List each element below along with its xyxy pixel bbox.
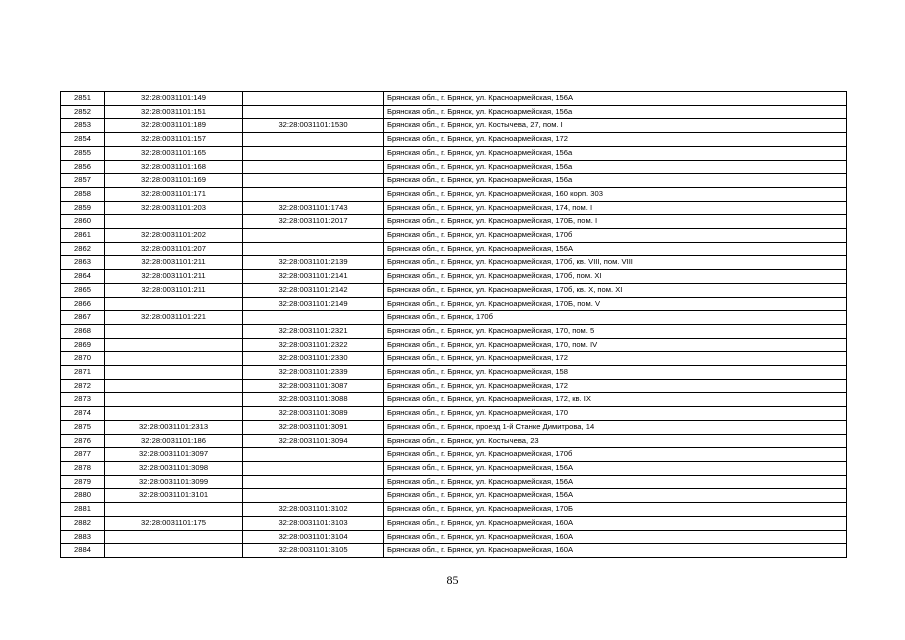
premise-cadastral-number-cell: 32:28:0031101:3105 [243, 544, 384, 558]
premise-cadastral-number-cell: 32:28:0031101:2149 [243, 297, 384, 311]
address-cell: Брянская обл., г. Брянск, ул. Красноармейская, 172 [384, 379, 847, 393]
table-row [61, 92, 847, 106]
table-row [61, 133, 847, 147]
table-row [61, 242, 847, 256]
cadastral-number-cell: 32:28:0031101:149 [105, 92, 243, 106]
row-number-cell: 2874 [61, 407, 105, 421]
premise-cadastral-number-cell: 32:28:0031101:3094 [243, 434, 384, 448]
premise-cadastral-number-cell: 32:28:0031101:2322 [243, 338, 384, 352]
table-row [61, 352, 847, 366]
row-number-cell: 2865 [61, 283, 105, 297]
row-number-cell: 2882 [61, 516, 105, 530]
row-number-cell: 2883 [61, 530, 105, 544]
property-register-table [60, 91, 847, 558]
address-cell: Брянская обл., г. Брянск, проезд 1-й Станке Димитрова, 14 [384, 420, 847, 434]
premise-cadastral-number-cell: 32:28:0031101:2142 [243, 283, 384, 297]
address-cell: Брянская обл., г. Брянск, ул. Красноармейская, 170 [384, 407, 847, 421]
address-cell: Брянская обл., г. Брянск, 170б [384, 311, 847, 325]
table-row [61, 187, 847, 201]
row-number-cell: 2873 [61, 393, 105, 407]
table-row [61, 379, 847, 393]
cadastral-number-cell: 32:28:0031101:207 [105, 242, 243, 256]
table-row [61, 201, 847, 215]
row-number-cell: 2857 [61, 174, 105, 188]
address-cell: Брянская обл., г. Брянск, ул. Костычева, 23 [384, 434, 847, 448]
table-row [61, 475, 847, 489]
table-row [61, 407, 847, 421]
address-cell: Брянская обл., г. Брянск, ул. Красноармейская, 170Б [384, 503, 847, 517]
row-number-cell: 2853 [61, 119, 105, 133]
cadastral-number-cell [105, 338, 243, 352]
address-cell: Брянская обл., г. Брянск, ул. Красноармейская, 170б, пом. XI [384, 270, 847, 284]
row-number-cell: 2878 [61, 461, 105, 475]
cadastral-number-cell [105, 393, 243, 407]
cadastral-number-cell: 32:28:0031101:211 [105, 256, 243, 270]
row-number-cell: 2856 [61, 160, 105, 174]
table-row [61, 544, 847, 558]
address-cell: Брянская обл., г. Брянск, ул. Красноармейская, 170б [384, 448, 847, 462]
register-table-body [61, 92, 847, 558]
premise-cadastral-number-cell: 32:28:0031101:2017 [243, 215, 384, 229]
table-row [61, 530, 847, 544]
row-number-cell: 2869 [61, 338, 105, 352]
cadastral-number-cell: 32:28:0031101:3097 [105, 448, 243, 462]
address-cell: Брянская обл., г. Брянск, ул. Красноармейская, 170Б, пом. I [384, 215, 847, 229]
address-cell: Брянская обл., г. Брянск, ул. Красноармейская, 156а [384, 146, 847, 160]
cadastral-number-cell: 32:28:0031101:211 [105, 270, 243, 284]
table-row [61, 174, 847, 188]
premise-cadastral-number-cell [243, 448, 384, 462]
table-row [61, 366, 847, 380]
premise-cadastral-number-cell: 32:28:0031101:3091 [243, 420, 384, 434]
table-row [61, 489, 847, 503]
premise-cadastral-number-cell [243, 187, 384, 201]
address-cell: Брянская обл., г. Брянск, ул. Красноармейская, 170, пом. IV [384, 338, 847, 352]
row-number-cell: 2881 [61, 503, 105, 517]
address-cell: Брянская обл., г. Брянск, ул. Красноармейская, 156А [384, 242, 847, 256]
row-number-cell: 2870 [61, 352, 105, 366]
address-cell: Брянская обл., г. Брянск, ул. Красноармейская, 160А [384, 544, 847, 558]
row-number-cell: 2854 [61, 133, 105, 147]
address-cell: Брянская обл., г. Брянск, ул. Красноармейская, 170б [384, 229, 847, 243]
table-row [61, 256, 847, 270]
address-cell: Брянская обл., г. Брянск, ул. Красноармейская, 172 [384, 133, 847, 147]
premise-cadastral-number-cell: 32:28:0031101:3087 [243, 379, 384, 393]
address-cell: Брянская обл., г. Брянск, ул. Красноармейская, 174, пом. I [384, 201, 847, 215]
table-row [61, 393, 847, 407]
row-number-cell: 2852 [61, 105, 105, 119]
premise-cadastral-number-cell [243, 174, 384, 188]
table-row [61, 105, 847, 119]
table-row [61, 311, 847, 325]
address-cell: Брянская обл., г. Брянск, ул. Красноармейская, 156А [384, 489, 847, 503]
row-number-cell: 2879 [61, 475, 105, 489]
cadastral-number-cell [105, 379, 243, 393]
row-number-cell: 2871 [61, 366, 105, 380]
premise-cadastral-number-cell [243, 311, 384, 325]
address-cell: Брянская обл., г. Брянск, ул. Красноармейская, 160А [384, 530, 847, 544]
cadastral-number-cell [105, 297, 243, 311]
address-cell: Брянская обл., г. Брянск, ул. Красноармейская, 156а [384, 105, 847, 119]
table-row [61, 160, 847, 174]
address-cell: Брянская обл., г. Брянск, ул. Красноармейская, 172 [384, 352, 847, 366]
address-cell: Брянская обл., г. Брянск, ул. Красноармейская, 160 корп. 303 [384, 187, 847, 201]
cadastral-number-cell: 32:28:0031101:168 [105, 160, 243, 174]
cadastral-number-cell [105, 503, 243, 517]
cadastral-number-cell [105, 544, 243, 558]
table-row [61, 516, 847, 530]
address-cell: Брянская обл., г. Брянск, ул. Красноармейская, 156А [384, 461, 847, 475]
premise-cadastral-number-cell: 32:28:0031101:2139 [243, 256, 384, 270]
address-cell: Брянская обл., г. Брянск, ул. Красноармейская, 156а [384, 160, 847, 174]
cadastral-number-cell: 32:28:0031101:3098 [105, 461, 243, 475]
cadastral-number-cell [105, 407, 243, 421]
premise-cadastral-number-cell: 32:28:0031101:3089 [243, 407, 384, 421]
address-cell: Брянская обл., г. Брянск, ул. Красноармейская, 156А [384, 92, 847, 106]
premise-cadastral-number-cell: 32:28:0031101:1743 [243, 201, 384, 215]
cadastral-number-cell: 32:28:0031101:202 [105, 229, 243, 243]
premise-cadastral-number-cell: 32:28:0031101:1530 [243, 119, 384, 133]
premise-cadastral-number-cell: 32:28:0031101:3102 [243, 503, 384, 517]
table-row [61, 270, 847, 284]
row-number-cell: 2876 [61, 434, 105, 448]
cadastral-number-cell: 32:28:0031101:169 [105, 174, 243, 188]
page-number: 85 [446, 573, 459, 587]
cadastral-number-cell: 32:28:0031101:3099 [105, 475, 243, 489]
cadastral-number-cell: 32:28:0031101:189 [105, 119, 243, 133]
row-number-cell: 2864 [61, 270, 105, 284]
address-cell: Брянская обл., г. Брянск, ул. Красноармейская, 172, кв. IX [384, 393, 847, 407]
row-number-cell: 2859 [61, 201, 105, 215]
cadastral-number-cell: 32:28:0031101:165 [105, 146, 243, 160]
cadastral-number-cell: 32:28:0031101:151 [105, 105, 243, 119]
address-cell: Брянская обл., г. Брянск, ул. Красноармейская, 158 [384, 366, 847, 380]
cadastral-number-cell: 32:28:0031101:171 [105, 187, 243, 201]
table-row [61, 434, 847, 448]
row-number-cell: 2880 [61, 489, 105, 503]
address-cell: Брянская обл., г. Брянск, ул. Красноармейская, 170б, кв. VIII, пом. VIII [384, 256, 847, 270]
table-row [61, 283, 847, 297]
cadastral-number-cell: 32:28:0031101:175 [105, 516, 243, 530]
premise-cadastral-number-cell: 32:28:0031101:2321 [243, 324, 384, 338]
row-number-cell: 2855 [61, 146, 105, 160]
cadastral-number-cell: 32:28:0031101:211 [105, 283, 243, 297]
table-row [61, 229, 847, 243]
address-cell: Брянская обл., г. Брянск, ул. Красноармейская, 170б, кв. X, пом. XI [384, 283, 847, 297]
row-number-cell: 2862 [61, 242, 105, 256]
row-number-cell: 2875 [61, 420, 105, 434]
cadastral-number-cell: 32:28:0031101:186 [105, 434, 243, 448]
row-number-cell: 2858 [61, 187, 105, 201]
row-number-cell: 2867 [61, 311, 105, 325]
row-number-cell: 2872 [61, 379, 105, 393]
cadastral-number-cell: 32:28:0031101:2313 [105, 420, 243, 434]
premise-cadastral-number-cell: 32:28:0031101:2339 [243, 366, 384, 380]
table-row [61, 448, 847, 462]
address-cell: Брянская обл., г. Брянск, ул. Красноармейская, 170, пом. 5 [384, 324, 847, 338]
table-row [61, 215, 847, 229]
address-cell: Брянская обл., г. Брянск, ул. Красноармейская, 160А [384, 516, 847, 530]
cadastral-number-cell [105, 366, 243, 380]
address-cell: Брянская обл., г. Брянск, ул. Костычева, 27, пом. I [384, 119, 847, 133]
row-number-cell: 2884 [61, 544, 105, 558]
premise-cadastral-number-cell [243, 146, 384, 160]
premise-cadastral-number-cell [243, 489, 384, 503]
premise-cadastral-number-cell [243, 92, 384, 106]
row-number-cell: 2861 [61, 229, 105, 243]
row-number-cell: 2851 [61, 92, 105, 106]
row-number-cell: 2860 [61, 215, 105, 229]
cadastral-number-cell [105, 324, 243, 338]
table-row [61, 119, 847, 133]
cadastral-number-cell: 32:28:0031101:3101 [105, 489, 243, 503]
address-cell: Брянская обл., г. Брянск, ул. Красноармейская, 170Б, пом. V [384, 297, 847, 311]
cadastral-number-cell: 32:28:0031101:157 [105, 133, 243, 147]
cadastral-number-cell [105, 530, 243, 544]
cadastral-number-cell: 32:28:0031101:221 [105, 311, 243, 325]
premise-cadastral-number-cell [243, 133, 384, 147]
address-cell: Брянская обл., г. Брянск, ул. Красноармейская, 156а [384, 174, 847, 188]
row-number-cell: 2866 [61, 297, 105, 311]
premise-cadastral-number-cell [243, 105, 384, 119]
table-row [61, 338, 847, 352]
premise-cadastral-number-cell [243, 242, 384, 256]
row-number-cell: 2877 [61, 448, 105, 462]
cadastral-number-cell [105, 352, 243, 366]
row-number-cell: 2868 [61, 324, 105, 338]
premise-cadastral-number-cell: 32:28:0031101:3088 [243, 393, 384, 407]
address-cell: Брянская обл., г. Брянск, ул. Красноармейская, 156А [384, 475, 847, 489]
cadastral-number-cell: 32:28:0031101:203 [105, 201, 243, 215]
row-number-cell: 2863 [61, 256, 105, 270]
table-row [61, 503, 847, 517]
premise-cadastral-number-cell: 32:28:0031101:3104 [243, 530, 384, 544]
table-row [61, 297, 847, 311]
premise-cadastral-number-cell [243, 461, 384, 475]
table-row [61, 146, 847, 160]
premise-cadastral-number-cell [243, 160, 384, 174]
premise-cadastral-number-cell: 32:28:0031101:2141 [243, 270, 384, 284]
table-row [61, 461, 847, 475]
table-row [61, 324, 847, 338]
premise-cadastral-number-cell: 32:28:0031101:2330 [243, 352, 384, 366]
premise-cadastral-number-cell [243, 475, 384, 489]
table-row [61, 420, 847, 434]
premise-cadastral-number-cell: 32:28:0031101:3103 [243, 516, 384, 530]
premise-cadastral-number-cell [243, 229, 384, 243]
cadastral-number-cell [105, 215, 243, 229]
